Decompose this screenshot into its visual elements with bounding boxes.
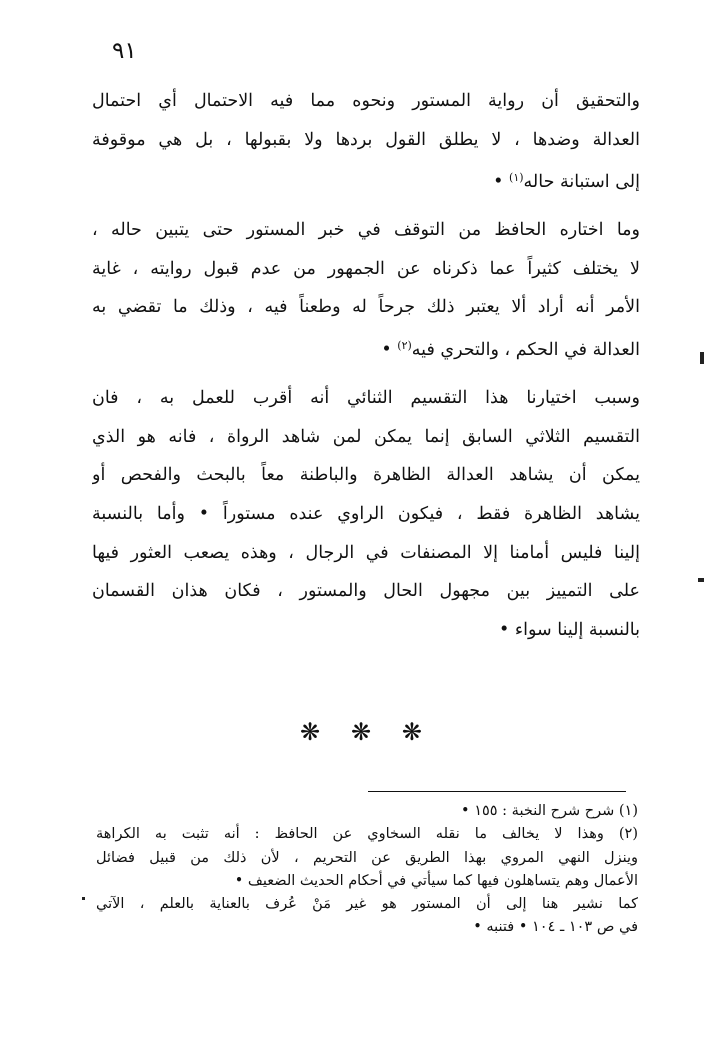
footnotes bbox=[96, 800, 638, 940]
margin-mark bbox=[700, 352, 704, 364]
text-line bbox=[92, 327, 640, 366]
page-number: ٩١ bbox=[112, 38, 137, 64]
main-text bbox=[92, 82, 640, 650]
text-line: وما اختاره الحافظ من التوقف في خبر المستور حتى يتبين حاله ، bbox=[92, 220, 640, 241]
margin-mark bbox=[698, 578, 704, 582]
text-line: على التمييز بين مجهول الحال والمستور ، فكان هذان القسمان bbox=[92, 581, 640, 602]
end-mark: • bbox=[493, 172, 504, 193]
footnote-1: (١) شرح شرح النخبة : ١٥٥ • bbox=[461, 803, 638, 819]
footnote-ref-1[interactable]: (١) bbox=[509, 171, 524, 185]
text-line bbox=[92, 159, 640, 198]
asterism-star: ❋ bbox=[401, 718, 422, 746]
text-line: التقسيم الثلاثي السابق إنما يمكن لمن شاهد الرواة ، فانه هو الذي bbox=[92, 426, 640, 447]
text-line: بالنسبة إلينا سواء • bbox=[499, 619, 640, 640]
footnote-2-line: وينزل النهي المروي بهذا الطريق عن التحريم ، لأن ذلك من قبيل فضائل bbox=[96, 849, 638, 866]
footnote-2-line: في ص ١٠٣ ـ ١٠٤ • فتنبه • bbox=[473, 919, 638, 936]
footnote-2-line: كما نشير هنا إلى أن المستور هو غير مَنْ عُرف بالعناية بالعلم ، الآتي bbox=[96, 896, 638, 913]
footnote-divider bbox=[368, 791, 626, 792]
text-line: يشاهد الظاهرة فقط ، فيكون الراوي عنده مستوراً • وأما بالنسبة bbox=[92, 503, 640, 524]
footnote-2-line: الأعمال وهم يتساهلون فيها كما سيأتي في أحكام الحديث الضعيف • bbox=[234, 872, 638, 889]
asterism-star: ❋ bbox=[300, 718, 321, 746]
section-separator bbox=[300, 718, 422, 746]
text-line: يمكن أن يشاهد العدالة الظاهرة والباطنة معاً بالبحث والفحص أو bbox=[92, 465, 640, 486]
text-line: والتحقيق أن رواية المستور ونحوه مما فيه الاحتمال أي احتمال bbox=[92, 91, 640, 111]
text-line: العدالة وضدها ، لا يطلق القول بردها ولا بقبولها ، بل هي موقوفة bbox=[92, 129, 640, 150]
footnote-2-line: (٢) وهذا لا يخالف ما نقله السخاوي عن الحافظ : أنه تثبت به الكراهة bbox=[96, 826, 638, 843]
text-segment: إلى استبانة حاله bbox=[523, 172, 640, 193]
footnote-ref-2[interactable]: (٢) bbox=[397, 339, 412, 353]
text-line: إلينا فليس أمامنا إلا المصنفات في الرجال ، وهذه يصعب العثور فيها bbox=[92, 542, 640, 563]
text-line: وسبب اختيارنا هذا التقسيم الثنائي أنه أقرب للعمل به ، فان bbox=[92, 387, 640, 408]
asterism-star: ❋ bbox=[350, 718, 372, 746]
text-segment: العدالة في الحكم ، والتحري فيه bbox=[411, 340, 640, 361]
margin-dot bbox=[82, 897, 85, 900]
end-mark: • bbox=[381, 340, 392, 361]
text-line: الأمر أنه أراد ألا يعتبر ذلك جرحاً له وطعناً فيه ، وذلك ما تقضي به bbox=[92, 297, 640, 318]
text-line: لا يختلف كثيراً عما ذكرناه عن الجمهور من عدم قبول روايته ، غاية bbox=[92, 258, 640, 279]
